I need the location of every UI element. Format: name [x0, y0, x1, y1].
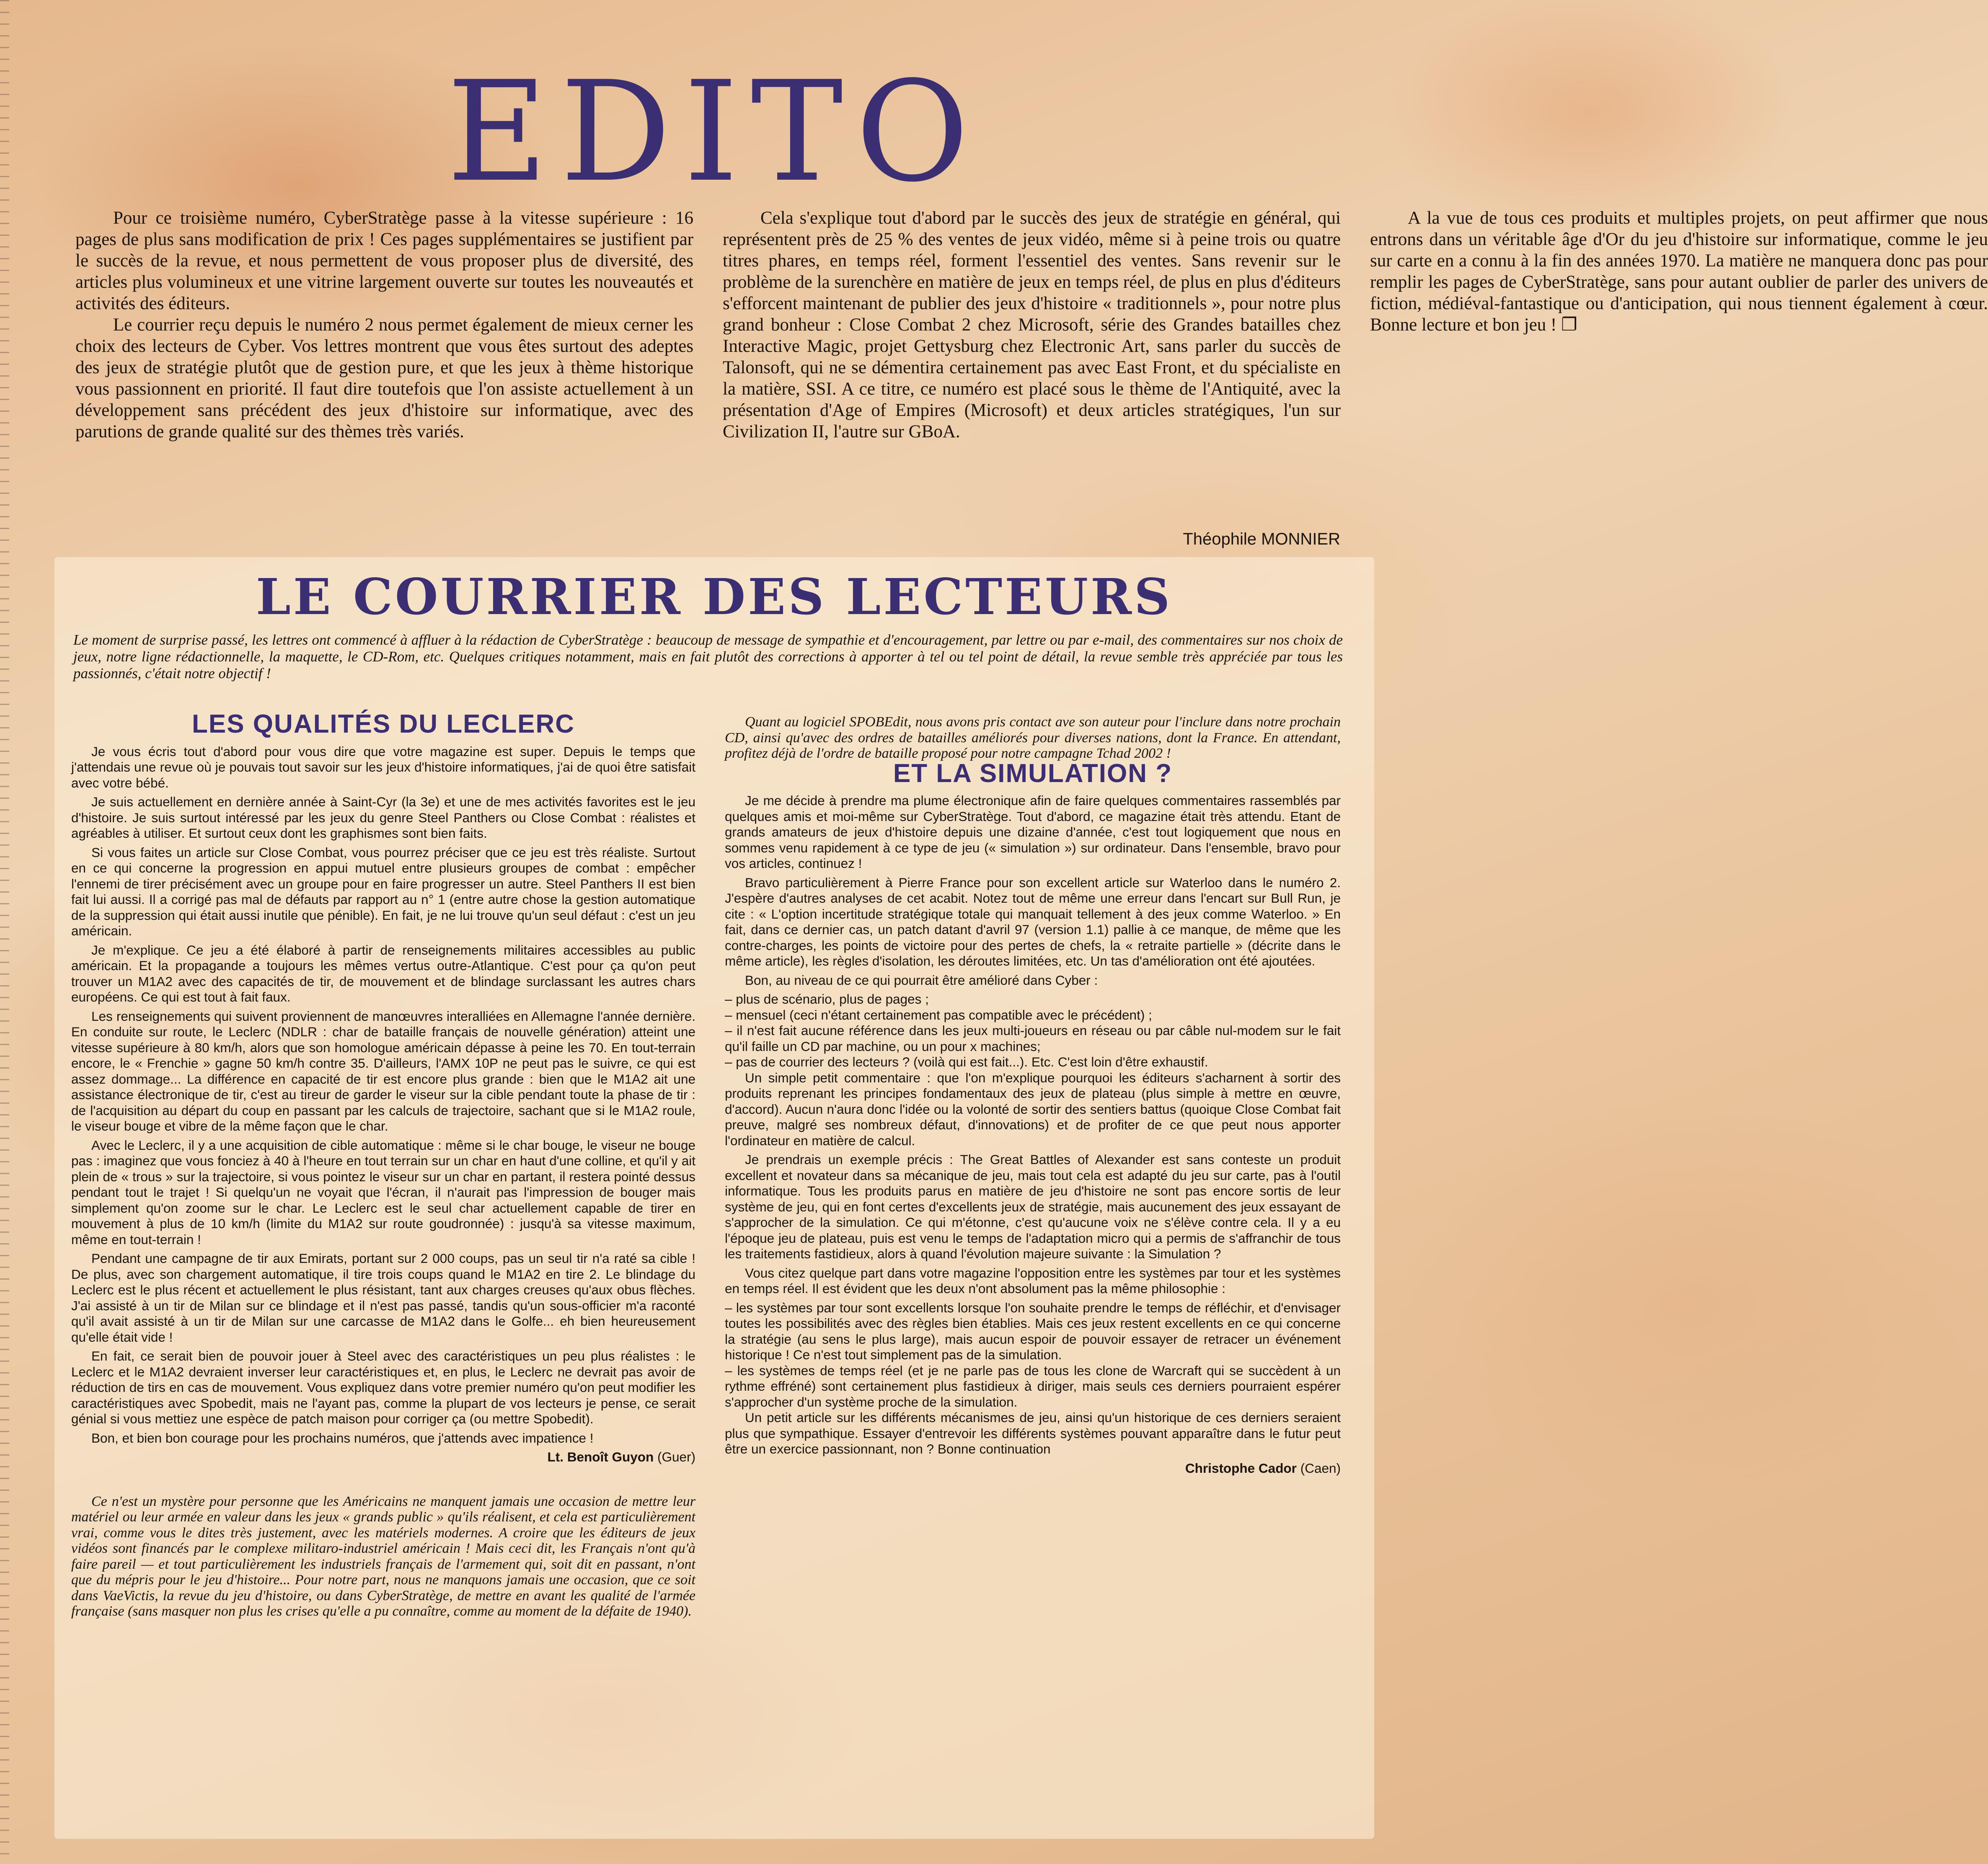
letter1-paragraph: Je suis actuellement en dernière année à Saint-Cyr (la 3e) et une de mes activités favorites est le jeu d'histoire. Je suis surtout intéressé par les jeux du genre Steel Panthers ou Close Combat : réalistes et agréables à utiliser. Et surtout ceux dont les graphismes sont bien faits. — [71, 794, 695, 841]
letter1-paragraph: Bon, et bien bon courage pour les prochains numéros, que j'attends avec impatience ! — [91, 1430, 594, 1446]
letter1-paragraph: En fait, ce serait bien de pouvoir jouer à Steel avec des caractéristiques un peu plus réalistes : le Leclerc et le M1A2 devraient inverser leur caractéristiques et, en plus, le Leclerc ne devrait pas avoir de réduction de tirs en cas de mouvement. Vous expliquez dans votre premier numéro qu'on peut modifier les caractéristiques avec Spobedit, mais ne l'ayant pas, comme la plupart de vos lecteurs je pense, ce serait génial si vous mettiez une espèce de patch maison pour corriger ça (ou mettre Spobedit). — [71, 1348, 695, 1426]
letter1-reply: Quant au logiciel SPOBEdit, nous avons pris contact ave son auteur pour l'inclure dans notre prochain CD, ainsi qu'avec des ordres de batailles améliorés pour diverses nations, dont la France. En attendant, profitez déjà de l'ordre de bataille proposé pour notre campagne Tchad 2002 ! — [725, 714, 1341, 761]
page-perforation — [0, 0, 9, 1864]
edito-paragraph: Cela s'explique tout d'abord par le succès des jeux de stratégie en général, qui représentent près de 25 % des ventes de jeux vidéo, même si à peine trois ou quatre titres phares, en temps réel, forment l'essentiel des ventes. Sans revenir sur le problème de la surenchère en matière de jeux en temps réel, de plus en plus d'éditeurs s'efforcent maintenant de publier des jeux d'histoire « traditionnels », pour notre plus grand bonheur : Close Combat 2 chez Microsoft, série des Grandes batailles chez Interactive Magic, projet Gettysburg chez Electronic Art, sans parler du succès de Talonsoft, qui ne se démentira certainement pas avec East Front, et du spécialiste en la matière, SSI. A ce titre, ce numéro est placé sous le thème de l'Antiquité, avec la présentation d'Age of Empires (Microsoft) et deux articles stratégiques, l'un sur Civilization II, l'autre sur GBoA. — [723, 208, 1341, 441]
left-column — [71, 712, 695, 1623]
letter1-paragraph: Pendant une campagne de tir aux Emirats, portant sur 2 000 coups, pas un seul tir n'a raté sa cible ! De plus, avec son chargement automatique, il tire trois coups quand le M1A2 en tire 2. Le blindage du Leclerc est le plus récent et actuellement le plus résistant, tant aux charges creuses qu'aux obus flèches. J'ai assisté à un tir de Milan sur ce blindage et il n'est pas passé, tandis qu'un sous-officier m'a raconté qu'il avait assisté à un tir de Milan sur une carcasse de M1A2 dans le Golfe... eh bien heureusement qu'elle était vide ! — [71, 1251, 695, 1345]
letter2-author-name: Christophe Cador — [1185, 1460, 1297, 1476]
letter1-author-name: Lt. Benoît Guyon — [547, 1449, 654, 1464]
edito-title: EDITO — [447, 52, 982, 212]
letter1-author-place: (Guer) — [657, 1449, 695, 1464]
letter2-paragraph: – les systèmes par tour sont excellents lorsque l'on souhaite prendre le temps de réfléchir, et d'envisager toutes les possibilités avec des règles bien établies. Mais ces jeux restent excellents en ce qui concerne la stratégie (au sens le plus large), mais aucun espoir de pouvoir essayer de retracer un événement historique ! Ce n'est tout simplement pas de la simulation. — [725, 1300, 1341, 1362]
letter2-paragraph: Vous citez quelque part dans votre magazine l'opposition entre les systèmes par tour et les systèmes en temps réel. Il est évident que les deux n'ont absolument pas la même philosophie : — [725, 1265, 1341, 1296]
letter2-paragraph: Je prendrais un exemple précis : The Great Battles of Alexander est sans conteste un produit excellent et novateur dans sa mécanique de jeu, mais tout cela est adapté du jeu sur carte, pas à l'outil informatique. Tous les produits parus en matière de jeu d'histoire ne sont pas encore sortis de leur système de jeu, qui en font certes d'excellents jeux de stratégie, mais aucunement des jeux essayant de s'approcher de la simulation. Ce qui m'étonne, c'est qu'aucune voix ne s'élève contre cela. Il y a eu l'époque jeu de plateau, puis est venu le temps de l'adaptation micro qui a permis de s'affranchir de tous les traitements fastidieux, alors à quand l'évolution majeure suivante : la Simulation ? — [725, 1152, 1341, 1261]
letter2-heading: ET LA SIMULATION ? — [893, 759, 1173, 788]
letter2-paragraph: Bravo particulièrement à Pierre France pour son excellent article sur Waterloo dans le numéro 2. J'espère d'autres analyses de cet acabit. Notez tout de même une erreur dans l'encart sur Bull Run, je cite : « L'option incertitude stratégique totale qui manquait tellement à des jeux comme Waterloo. » En fait, dans ce dernier cas, un patch datant d'avril 97 (version 1.1) pallie à ce manque, de même que les contre-charges, les points de victoire pour des pertes de chefs, la « retraite partielle » (décrite dans le même article), les règles d'isolation, les déroutes limitées, etc. Un tas d'amélioration ont été ajoutées. — [725, 875, 1341, 968]
letter2-author — [725, 1461, 1341, 1477]
letter2-list-item: – il n'est fait aucune référence dans les jeux multi-joueurs en réseau ou par câble nul-modem sur le fait qu'il faille un CD par machine, ou un pour x machines; — [725, 1023, 1341, 1054]
courrier-intro: Le moment de surprise passé, les lettres ont commencé à affluer à la rédaction de CyberStratège : beaucoup de message de sympathie et d'encouragement, par lettre ou par e-mail, des commentaires sur nos choix de jeux, notre ligne rédactionnelle, la maquette, le CD-Rom, etc. Quelques critiques notamment, mais en fait plutôt des corrections à apporter à tel ou tel point de détail, la revue semble très appréciée par tous les passionnés, c'était notre objectif ! — [73, 632, 1343, 682]
letter1-heading: LES QUALITÉS DU LECLERC — [191, 710, 575, 738]
letter2-author-place: (Caen) — [1300, 1460, 1341, 1476]
letter2-list-item: – mensuel (ceci n'étant certainement pas compatible avec le précédent) ; — [725, 1007, 1152, 1022]
letter1-paragraph: Je m'explique. Ce jeu a été élaboré à partir de renseignements militaires accessibles au public américain. Et la propagande a toujours les mêmes vertus outre-Atlantique. C'est pour ça qu'on peut trouver un M1A2 avec des capacités de tir, de mouvement et de blindage surclassant les autres chars européens. Ce qui est tout à fait faux. — [71, 942, 695, 1004]
letter2-paragraph: Je me décide à prendre ma plume électronique afin de faire quelques commentaires rassemblés par quelques amis et moi-même sur CyberStratège. Tout d'abord, ce magazine était très attendu. Etant de grands amateurs de jeux d'histoire depuis une dizaine d'année, c'est tout logiquement que nous en sommes venu rapidement à ce type de jeu (« simulation ») sur ordinateur. Dans l'ensemble, bravo pour vos articles, continuez ! — [725, 793, 1341, 871]
letter2-paragraph: Un simple petit commentaire : que l'on m'explique pourquoi les éditeurs s'acharnent à sortir des produits reprenant les principes fondamentaux des jeux de plateau (plus simple à mettre en œuvre, d'accord). Aucun n'aura donc l'idée ou la volonté de sortir des sentiers battus (quoique Close Combat fait preuve, malgré ses nombreux défaut, d'innovations) et de profiter de ce que peut nous apporter l'ordinateur en matière de calcul. — [725, 1070, 1341, 1148]
letter1-paragraph: Je vous écris tout d'abord pour vous dire que votre magazine est super. Depuis le temps que j'attendais une revue où je pouvais tout savoir sur les jeux d'histoire informatiques, j'ai de quoi être satisfait avec votre bébé. — [71, 744, 695, 790]
letter2-paragraph: Bon, au niveau de ce qui pourrait être amélioré dans Cyber : — [745, 972, 1098, 988]
letter1-paragraph: Si vous faites un article sur Close Combat, vous pourrez préciser que ce jeu est très réaliste. Surtout en ce qui concerne la progression en appui mutuel entre plusieurs groupes de combat : empêcher l'ennemi de tirer précisément avec un groupe pour en faire progresser un autre. Steel Panthers II est bien fait lui aussi. Il a corrigé pas mal de défauts par rapport au n° 1 (entre autre chose la gestion automatique de la suppression qui était aussi inutile que pénible). En fait, je ne lui trouve qu'un seul défaut : c'est un jeu américain. — [71, 844, 695, 938]
edito-paragraph: Pour ce troisième numéro, CyberStratège passe à la vitesse supérieure : 16 pages de plus sans modification de prix ! Ces pages supplémentaires se justifient par le succès de la revue, et nous permettent de vous proposer plus de diversité, des articles plus volumineux et une vitrine largement ouverte sur toutes les nouveautés et activités des éditeurs. — [75, 208, 693, 313]
letter2-paragraph: – les systèmes de temps réel (et je ne parle pas de tous les clone de Warcraft qui se succèdent à un rythme effréné) sont certainement plus fastidieux à diriger, mais seuls ces derniers pourraient espérer s'approcher d'un système proche de la simulation. — [725, 1363, 1341, 1410]
edito-paragraph: A la vue de tous ces produits et multiples projets, on peut affirmer que nous entrons dans un véritable âge d'Or du jeu d'histoire sur informatique, comme le jeu sur carte en a connu à la fin des années 1970. La matière ne manquera donc pas pour remplir les pages de CyberStratège, sans pour autant oublier de parler des univers de fiction, médiéval-fantastique ou d'anticipation, qui nous tiennent également à cœur. Bonne lecture et bon jeu ! ❐ — [1370, 208, 1988, 335]
letter1-paragraph: Les renseignements qui suivent proviennent de manœuvres interalliées en Allemagne l'année dernière. En conduite sur route, le Leclerc (NDLR : char de bataille français de nouvelle génération) atteint une vitesse supérieure à 80 km/h, alors que son homologue américain dépasse à peine les 70. En tout-terrain encore, le « Frenchie » gagne 50 km/h contre 35. D'ailleurs, l'AMX 10P ne peut pas le suivre, ce qui est assez dommage... La différence en capacité de tir est encore plus grande : bien que le M1A2 ait une assistance électronique de tir, c'est au tireur de garder le viseur sur la cible pendant toute la phase de tir : de l'acquisition au départ du coup en passant par les calculs de trajectoire, sachant que si le M1A2 roule, le viseur bouge et vibre de la même façon que le char. — [71, 1008, 695, 1133]
letter2-list-item: – plus de scénario, plus de pages ; — [725, 991, 929, 1007]
edito-signature: Théophile MONNIER — [1183, 530, 1340, 548]
courrier-title: LE COURRIER DES LECTEURS — [256, 568, 1173, 626]
letter2-list-item: – pas de courrier des lecteurs ? (voilà qui est fait...). Etc. C'est loin d'être exhaustif. — [725, 1054, 1208, 1069]
letter2-paragraph: Un petit article sur les différents mécanismes de jeu, ainsi qu'un historique de ces derniers seraient plus que sympathique. Essayer d'entrevoir les différents systèmes pouvant apparaître dans le futur peut être un exercice passionnant, non ? Bonne continuation — [725, 1410, 1341, 1456]
edito-body — [75, 207, 1988, 480]
letter1-paragraph: Avec le Leclerc, il y a une acquisition de cible automatique : même si le char bouge, le viseur ne bouge pas : imaginez que vous fonciez à 40 à l'heure en tout terrain sur un char en haut d'une colline, et qu'il y ait plein de « trous » sur la trajectoire, si vous pointez le viseur sur un char en partant, il restera pointé dessus pendant tout le trajet ! Si quelqu'un ne voyait que l'écran, il n'aurait pas l'impression de bouger mais simplement qu'on zoome sur le char. Le Leclerc est le seul char actuellement capable de tirer en mouvement à plus de 10 km/h (limite du M1A2 sur route goudronnée) : jusqu'à sa vitesse maximum, même en tout-terrain ! — [71, 1137, 695, 1247]
letter1-author — [71, 1449, 695, 1465]
letter1-reply: Ce n'est un mystère pour personne que les Américains ne manquent jamais une occasion de mettre leur matériel ou leur armée en valeur dans les jeux « grands public » qu'ils réalisent, et cela est particulièrement vrai, comme vous le dites très justement, avec les matériels modernes. A croire que les éditeurs de jeux vidéos sont financés par le complexe militaro-industriel américain ! Mais ceci dit, les Français n'ont qu'à faire pareil — et tout particulièrement les industriels français de l'armement qui, soit dit en passant, n'ont que du mépris pour le jeu d'histoire... Pour notre part, nous ne manquons jamais une occasion, que ce soit dans VaeVictis, la revue du jeu d'histoire, ou dans CyberStratège, de mettre en avant les qualité de l'armée française (sans masquer non plus les crises qu'elle a pu connaître, comme au moment de la défaite de 1940). — [71, 1493, 695, 1619]
edito-paragraph: Le courrier reçu depuis le numéro 2 nous permet également de mieux cerner les choix des lecteurs de Cyber. Vos lettres montrent que vous êtes surtout des adeptes des jeux de stratégie plutôt que de gestion pure, et que les jeux à thème historique vous passionnent en priorité. Il faut dire toutefois que l'on assiste actuellement à un développement sans précédent des jeux d'histoire sur informatique, avec des parutions de grande qualité sur des thèmes très variés. — [75, 315, 693, 441]
right-column — [725, 714, 1341, 1479]
